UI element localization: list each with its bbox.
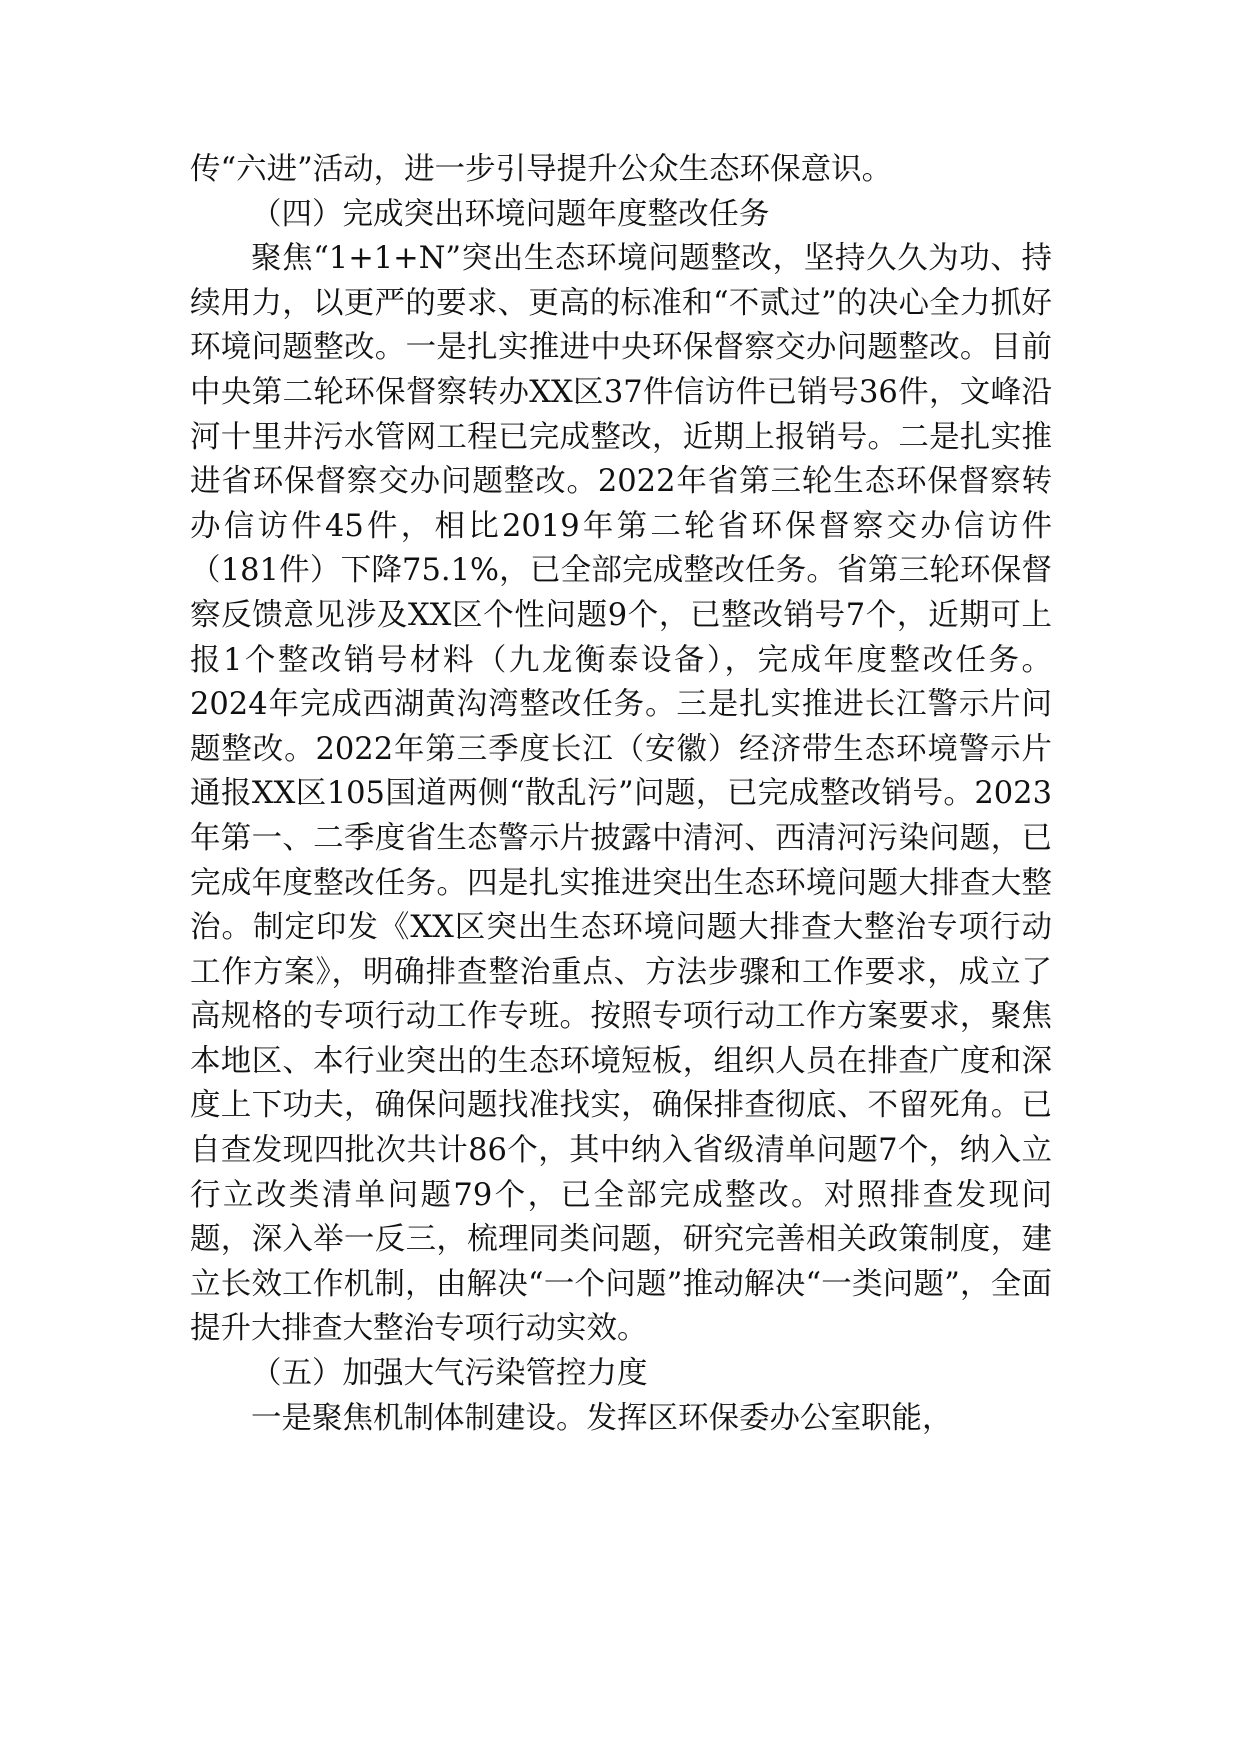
section-heading-5: （五）加强大气污染管控力度 xyxy=(251,1356,648,1392)
section-heading-4: （四）完成突出环境问题年度整改任务 xyxy=(251,196,770,232)
paragraph-continuation: 传“六进”活动，进一步引导提升公众生态环保意识。 xyxy=(190,152,893,187)
body-text xyxy=(190,148,1052,1441)
paragraph-air-pollution: 一是聚焦机制体制建设。发挥区环保委办公室职能， xyxy=(251,1400,953,1436)
paragraph-rectification: 聚焦“1+1+N”突出生态环境问题整改，坚持久久为功、持续用力，以更严的要求、更高的标准和“不贰过”的决心全力抓好环境问题整改。一是扎实推进中央环保督察交办问题整改。目前中央第二轮环保督察转办XX区37件信访件已销号36件，文峰沿河十里井污水管网工程已完成整改，近期上报销号。二是扎实推进省环保督察交办问题整改。2022年省第三轮生态环保督察转办信访件45件，相比2019年第二轮省环保督察交办信访件（181件）下降75.1%，已全部完成整改任务。省第三轮环保督察反馈意见涉及XX区个性问题9个，已整改销号7个，近期可上报1个整改销号材料（九龙衡泰设备），完成年度整改任务。2024年完成西湖黄沟湾整改任务。三是扎实推进长江警示片问题整改。2022年第三季度长江（安徽）经济带生态环境警示片通报XX区105国道两侧“散乱污”问题，已完成整改销号。2023年第一、二季度省生态警示片披露中清河、西清河污染问题，已完成年度整改任务。四是扎实推进突出生态环境问题大排查大整治。制定印发《XX区突出生态环境问题大排查大整治专项行动工作方案》，明确排查整治重点、方法步骤和工作要求，成立了高规格的专项行动工作专班。按照专项行动工作方案要求，聚焦本地区、本行业突出的生态环境短板，组织人员在排查广度和深度上下功夫，确保问题找准找实，确保排查彻底、不留死角。已自查发现四批次共计86个，其中纳入省级清单问题7个，纳入立行立改类清单问题79个，已全部完成整改。对照排查发现问题，深入举一反三，梳理同类问题，研究完善相关政策制度，建立长效工作机制，由解决“一个问题”推动解决“一类问题”，全面提升大排查大整治专项行动实效。 xyxy=(190,241,1052,1347)
